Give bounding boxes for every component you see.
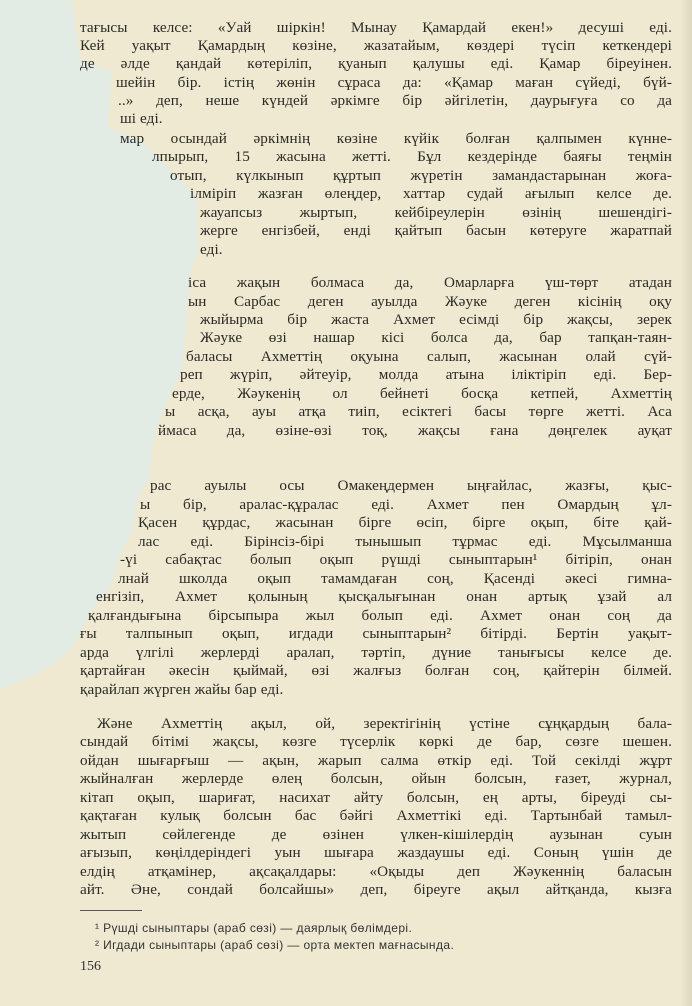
text-line: арда үлгілі жерлерді аралап, тәртіп, дүние танығысы келсе де.: [80, 644, 672, 661]
text-line: қартайған әкесін қыймай, өзі жалғыз болған соң, қайтерін білмей.: [80, 662, 672, 679]
text-line: Және Ахметтің ақыл, ой, зеректігінің үстіне сұңқардың бала-: [97, 715, 672, 732]
text-line: енгізіп, Ахмет қолының қысқалығынан онан артық ұзай ал: [96, 588, 672, 605]
text-line: жыйырма бір жаста Ахмет есімді бір жақсы, зерек: [200, 311, 672, 328]
text-line: ойдан шығарғыш — ақын, жарып салма өткір еді. Той секілді жұрт: [80, 752, 672, 769]
text-line: жауапсыз жыртып, кейбіреулерін өзінің шешендігі-: [200, 204, 672, 221]
text-line: ы бір, аралас-құралас еді. Ахмет пен Омардың ұл-: [140, 496, 672, 513]
text-line: сындай бітімі жақсы, көзге түсерлік көркі де бар, сөзге шешен.: [80, 733, 672, 750]
footnote-2: ² Игдади сыныптары (араб сөзі) — орта мектеп мағнасында.: [95, 938, 455, 952]
text-line: тағысы келсе: «Уай шіркін! Мынау Қамардай екен!» десуші еді.: [80, 19, 672, 36]
text-line: лпырып, 15 жасына жетті. Бұл кездерінде баяғы теңмін: [152, 148, 672, 165]
text-line: ші еді.: [120, 110, 163, 127]
page-number: 156: [80, 959, 101, 974]
text-line: жерге енгізбей, енді қайтып басын көтеруге жаратпай: [200, 222, 672, 239]
text-line: Жәуке өзі нашар кісі болса да, бар тапқан-таян-: [200, 329, 672, 346]
text-line: кітап оқып, шариғат, насихат айту болсын, ең арты, біреуді сы-: [80, 789, 672, 806]
text-line: лнай школда оқып тамамдаған соң, Қасенді әкесі гимна-: [118, 570, 672, 587]
text-line: реп жүріп, әйтеуір, молда атына іліктіріп еді. Бер-: [180, 366, 672, 383]
text-line: ын Сарбас деген ауылда Жәуке деген кісінің оқу: [188, 293, 672, 310]
text-line: ғы талпынып оқып, игдади сыныптарын² бітірді. Бертін уақыт-: [80, 625, 672, 642]
text-line: қалғандығына бірсыпыра жыл болып еді. Ахмет онан соң да: [88, 607, 672, 624]
text-line: де әлде қандай көтеріліп, қуанып қалушы еді. Қамар біреуінен.: [80, 55, 672, 72]
text-line: ағызып, көңілдеріндегі уын шығара жаздаушы еді. Соның үшін де: [80, 844, 672, 861]
text-line: лас еді. Бірінсіз-бірі тынышып тұрмас еді. Мұсылманша: [138, 533, 672, 550]
text-line: қақтаған кулық болсын бас бәйгі Ахметтікі еді. Тартынбай тамыл-: [80, 807, 672, 824]
text-line: жыйналған жерлерде өлең болсын, ойын болсын, ғазет, журнал,: [80, 770, 672, 787]
text-line: баласы Ахметтің оқуына салып, жасынан олай сүй-: [186, 348, 672, 365]
text-line: еді.: [200, 241, 223, 258]
text-line: ймаса да, өзіне-өзі тоқ, жақсы ғана дөңгелек ауқат: [158, 422, 672, 439]
text-line: рас ауылы осы Омакеңдермен ыңғайлас, жазғы, қыс-: [150, 477, 672, 494]
text-line: қарайлап жүрген жайы бар еді.: [80, 681, 284, 698]
text-line: ..» деп, неше күндей әркімге бір әйгілетін, даурығуға со да: [118, 92, 672, 109]
text-line: ерде, Жәукенің ол бейнеті босқа кетпей, Ахметтің: [172, 385, 672, 402]
text-line: Кей уақыт Қамардың көзіне, жазатайым, көздері түсіп кеткендері: [80, 37, 672, 54]
footnote-rule: [80, 910, 142, 911]
text-line: ілміріп жазған өлеңдер, хаттар судай ағылып келсе де.: [190, 185, 672, 202]
text-line: елдің атқамінер, ақсақалдары: «Оқыды деп Жәукеннің баласын: [80, 863, 672, 880]
text-line: отып, күлкынып құртып жүретін замандастарынан жоға-: [170, 167, 672, 184]
text-line: мар осындай әркімнің көзіне күйік болған қалпымен күнне-: [120, 130, 672, 147]
text-line: жытып сөйлегенде де өзінен үлкен-кішілердің аузынан суын: [80, 826, 672, 843]
text-line: айт. Әне, сондай болсайшы» деп, біреуге ақыл айтқанда, кызға: [80, 881, 672, 898]
text-line: -үі сабақтас болып оқып рүшді сыныптарын¹ бітіріп, онан: [120, 551, 672, 568]
text-line: Қасен құрдас, жасынан бірге өсіп, бірге оқып, біте қай-: [138, 514, 672, 531]
text-line: іса жақын болмаса да, Омарларға үш-төрт атадан: [188, 274, 672, 291]
text-line: шейін бір. істің жөнін сұраса да: «Қамар маған сүйеді, бүй-: [116, 74, 672, 91]
footnote-1: ¹ Рүшді сыныптары (араб сөзі) — даярлық бөлімдері.: [95, 921, 413, 935]
page-edge-shadow: [680, 0, 692, 1006]
text-line: ы асқа, ауы атқа тиіп, есіктегі басы төрге жетті. Аса: [165, 403, 672, 420]
